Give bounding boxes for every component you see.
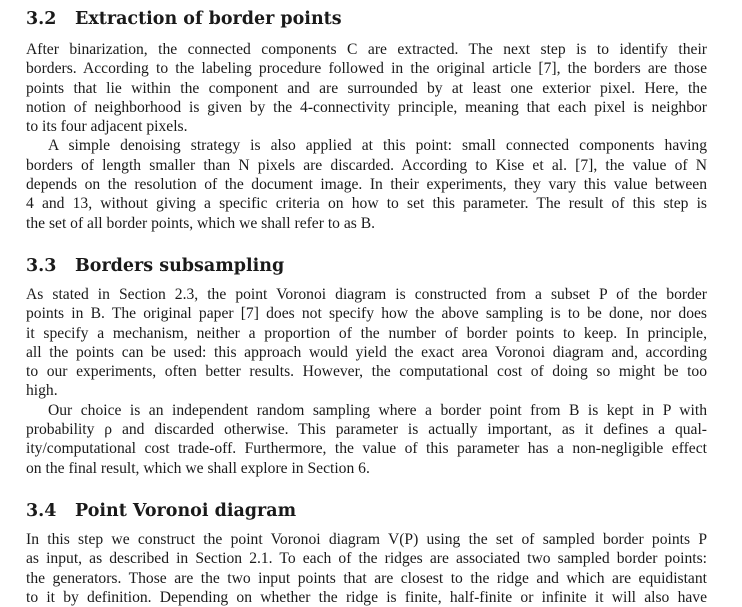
- text-line: Our choice is an independent random sampling where a border point from B is kept in P with: [48, 401, 707, 419]
- section-heading-3-2: [26, 6, 707, 32]
- section-title: Borders subsampling: [75, 255, 285, 276]
- text-line: ity/computational cost trade-off. Furthermore, the value of this parameter has a non-negligible effect: [26, 440, 707, 458]
- section-heading-3-3: [26, 253, 707, 279]
- section-title: Extraction of border points: [75, 9, 342, 29]
- text-line: As stated in Section 2.3, the point Voronoi diagram is constructed from a subset P of the border: [26, 285, 707, 303]
- paragraph-3-2-2: [26, 136, 707, 232]
- text-line: it specify a mechanism, neither a proportion of the number of border points to keep. In principle,: [26, 324, 707, 342]
- text-line: In this step we construct the point Voronoi diagram V(P) using the set of sampled border points P: [26, 530, 707, 548]
- paragraph-3-4-1: [26, 530, 707, 607]
- text-line: probability ρ and discarded otherwise. This parameter is actually important, as it defines a qual-: [26, 421, 707, 439]
- paragraph-3-2-1: [26, 40, 707, 136]
- paragraph-3-3-1: [26, 285, 707, 401]
- paragraph-3-3-2: [26, 401, 707, 478]
- text-line: 4 and 13, without giving a specific criteria on how to set this parameter. The result of this step is: [26, 195, 707, 213]
- text-line: as input, as described in Section 2.1. To each of the ridges are associated two sampled border points:: [26, 550, 707, 568]
- section-heading-3-4: [26, 498, 707, 524]
- text-line: to it by definition. Depending on whether the ridge is finite, half-finite or infinite it will also have: [26, 588, 707, 606]
- text-line: all the points can be used: this approach would yield the exact area Voronoi diagram and, according: [26, 343, 707, 361]
- section-title: Point Voronoi diagram: [75, 500, 297, 521]
- text-line: points that lie within the component and are surrounded by at least one exterior pixel. Here, the: [26, 79, 707, 97]
- text-line: high.: [26, 382, 58, 400]
- text-line: the set of all border points, which we shall refer to as B.: [26, 214, 376, 232]
- text-line: depends on the resolution of the document image. In their experiments, they vary this value between: [26, 176, 707, 194]
- text-line: borders of length smaller than N pixels are discarded. According to Kise et al. [7], the value of N: [26, 156, 707, 174]
- text-line: the generators. Those are the two input points that are closest to the ridge and which are equidistant: [26, 569, 707, 587]
- text-line: to our experiments, often better results. However, the computational cost of doing so might be too: [26, 363, 707, 381]
- section-number: 3.3: [26, 255, 57, 276]
- text-line: notion of neighborhood is given by the 4-connectivity principle, meaning that each pixel is neighbor: [26, 98, 707, 116]
- text-line: on the final result, which we shall explore in Section 6.: [26, 459, 370, 477]
- section-number: 3.2: [26, 9, 57, 29]
- text-line: A simple denoising strategy is also applied at this point: small connected components having: [48, 137, 707, 155]
- section-number: 3.4: [26, 500, 57, 521]
- text-line: to its four adjacent pixels.: [26, 118, 188, 136]
- text-line: After binarization, the connected components C are extracted. The next step is to identify their: [26, 41, 707, 58]
- text-line: borders. According to the labeling procedure followed in the original article [7], the borders are those: [26, 60, 707, 78]
- text-line: points in B. The original paper [7] does not specify how the above sampling is to be done, nor does: [26, 305, 707, 323]
- paper-page: [26, 6, 707, 607]
